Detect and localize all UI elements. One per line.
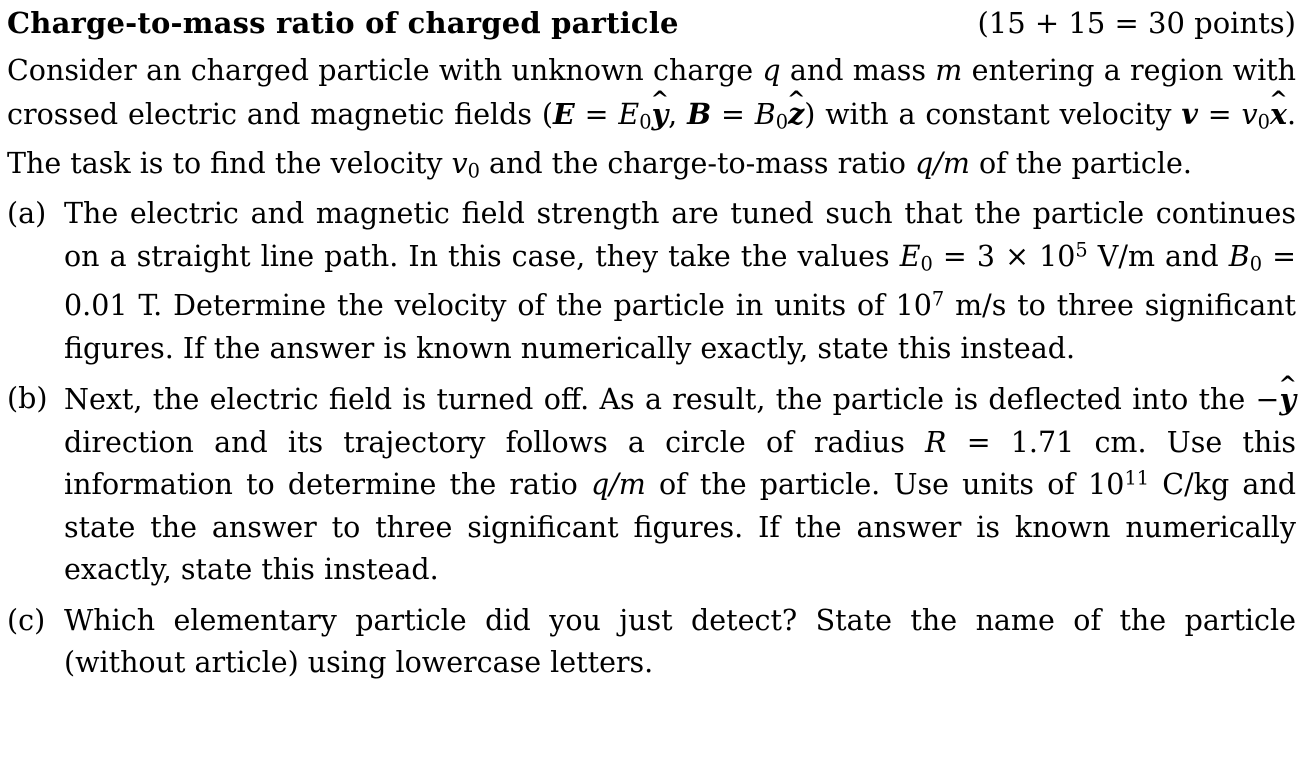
var-B0: B [1228,239,1250,273]
unit-vector-x: x ^ [1270,93,1287,136]
problem-header [7,6,1296,50]
intro-text-4: ) with a constant velocity [804,97,1182,131]
intro-text-2: and mass [780,54,936,87]
exponent: 7 [931,287,945,311]
equals: = [1197,97,1242,131]
unit-vector-z: z ^ [788,93,804,136]
part-b-text-4: of the particle. Use units of 10 [645,468,1125,502]
vec-B: B [687,96,712,131]
part-a-text-4: = 0.01 T. Determine the velocity of the particle in units of 10 [64,239,1296,323]
var-R: R [925,425,947,459]
part-b-text-3: = 1.71 cm. Use this information to determine the ratio [64,425,1296,502]
part-b-text-5: C/kg and state the answer to three significant figures. If the answer is known numerically exactly, state this instead. [64,468,1296,587]
problem-intro [7,50,1296,193]
var-B0: B [754,97,776,131]
exponent: 5 [1075,237,1088,261]
var-E0: E [899,239,921,273]
intro-text-5: . The task is to find the velocity [7,97,1297,181]
var-q: q [762,54,781,87]
var-q-over-m: q/m [590,468,646,502]
unit-vector-y: y ^ [1279,378,1296,421]
subscript: 0 [467,159,480,183]
exponent: 11 [1124,466,1150,490]
var-m: m [935,54,963,87]
part-b-text-1: Next, the electric field is turned off. As a result, the particle is deflected into the − [64,383,1280,417]
intro-text-1: Consider an charged particle with unknown charge [7,54,763,87]
subscript: 0 [639,109,652,133]
part-a-text-5: m/s to three significant figures. If the answer is known numerically exactly, state this instead. [64,289,1297,365]
part-c-label: (c) [7,603,46,637]
unit-vector-y: y ^ [652,93,669,136]
equals: = [711,97,755,131]
subscript: 0 [1257,109,1270,133]
intro-text-6: and the charge-to-mass ratio [479,147,916,181]
comma: , [668,97,688,131]
part-c [7,600,1296,685]
subscript: 0 [1249,251,1263,275]
intro-text-7: of the particle. [969,147,1192,181]
vec-E: E [553,96,575,131]
problem-document [7,6,1296,693]
part-b-text-2: direction and its trajectory follows a circle of radius [64,425,926,459]
problem-points: (15 + 15 = 30 points) [977,6,1296,40]
part-a-text-3: V/m and [1087,239,1229,273]
part-b [7,378,1296,592]
var-v0: v [1241,97,1258,131]
part-a-text [64,193,1296,370]
var-q-over-m: q/m [915,147,970,181]
var-v0: v [451,147,468,181]
part-c-text: Which elementary particle did you just detect? State the name of the particle (without article) using lowercase letters. [64,603,1296,680]
subscript: 0 [920,251,933,275]
part-a-label: (a) [7,197,47,230]
vec-v: v [1181,96,1198,131]
part-a-text-1: The electric and magnetic field strength are tuned such that the particle continues on a straight line path. In this case, they take the values [64,197,1296,273]
var-E0: E [618,97,640,131]
intro-text-3: entering a region with crossed electric and magnetic fields ( [7,54,1296,131]
part-a [7,193,1296,370]
part-b-text [64,378,1296,592]
part-a-text-2: = 3 × 10 [932,239,1076,273]
equals: = [574,97,619,131]
part-b-label: (b) [7,382,48,416]
subscript: 0 [775,109,789,133]
problem-title: Charge-to-mass ratio of charged particle [7,6,679,40]
